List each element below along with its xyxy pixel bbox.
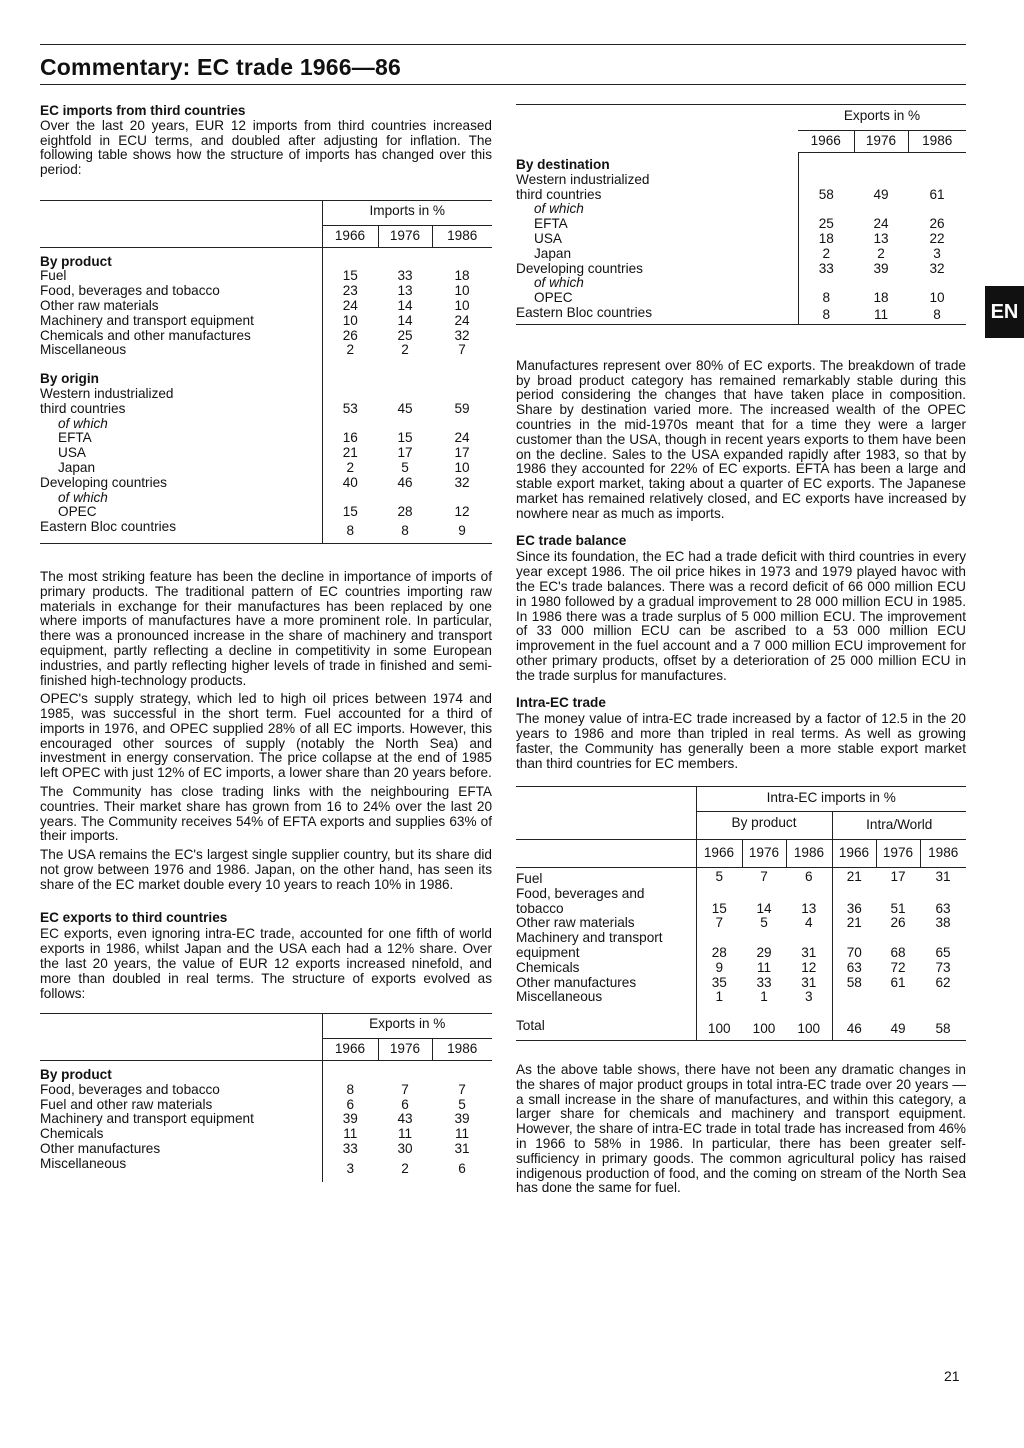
row-label: EFTA (58, 430, 92, 446)
cell: 8 (908, 306, 966, 324)
row-label: Chemicals (40, 1126, 104, 1142)
table-row (40, 1157, 492, 1182)
cell: 11 (854, 306, 908, 324)
table-row (40, 446, 492, 461)
exports-year: 1966 (322, 1039, 378, 1061)
cell: 14 (756, 900, 772, 916)
exports-table (40, 1013, 492, 1181)
table-row (516, 902, 966, 917)
cell: 13 (873, 231, 889, 247)
cell: 16 (322, 431, 378, 446)
intra-year: 1966 (696, 840, 742, 868)
row-label: Other manufactures (516, 974, 637, 990)
cell: 25 (798, 217, 854, 232)
table-row (40, 1142, 492, 1157)
exports-caption: Exports in % (322, 1014, 492, 1039)
cell: 58 (798, 188, 854, 203)
intra-year: 1976 (876, 840, 920, 868)
row-label: Food, beverages and (516, 885, 645, 901)
cell: 53 (322, 402, 378, 417)
cell: 31 (920, 867, 966, 886)
exports-intro: EC exports, even ignoring intra-EC trade, accounted for one fifth of world exports in 1986, whilst Japan and the USA each had a 12% share. Over the last 20 years, the value of EUR 12 exports increased ninefold, and more than doubled in real terms. The structure of exports evolved as follows: (40, 926, 492, 1001)
row-label: OPEC (58, 504, 97, 520)
cell: 2 (401, 1160, 409, 1176)
cell: 39 (873, 260, 889, 276)
intra-heading: Intra-EC trade (516, 694, 606, 710)
para-intra: The money value of intra-EC trade increased by a factor of 12.5 in the 20 years to 1986 and more than tripled in real terms. As well as growing faster, the Community has generally been a more stable export market than third countries for EC members. (516, 711, 966, 771)
intra-year: 1976 (742, 840, 786, 868)
row-label: Fuel (516, 867, 696, 886)
table-row (516, 291, 966, 306)
cell: 17 (454, 445, 470, 461)
cell: 8 (378, 520, 432, 543)
cell: 70 (846, 944, 862, 960)
cell: 26 (890, 915, 906, 931)
cell: 6 (322, 1098, 378, 1113)
para-conclusion: As the above table shows, there have not been any dramatic changes in the shares of major product groups in total intra-EC trade over 20 years — a small increase in the share of manufactures, and within this category, a larger share for chemicals and machinery and transport equipment. However, the share of intra-EC trade in total trade has increased from 46% in 1966 to 58% in 1986. In particular, there has been greater self-sufficiency in primary goods. The common agricultural policy has raised indigenous production of food, and the coming on stream of the North Sea has done the same for fuel. (516, 1061, 966, 1196)
cell: 61 (890, 974, 906, 990)
cell: 43 (397, 1111, 413, 1127)
cell: 2 (322, 461, 378, 476)
cell: 8 (322, 520, 378, 543)
destination-year: 1976 (854, 130, 908, 152)
cell: 39 (454, 1111, 470, 1127)
cell: 14 (397, 312, 413, 328)
cell: 45 (397, 400, 413, 416)
cell: 39 (322, 1112, 378, 1127)
cell: 65 (935, 944, 951, 960)
destination-table (516, 104, 966, 325)
cell: 2 (322, 343, 378, 358)
cell: 36 (846, 900, 862, 916)
left-column (40, 104, 492, 1182)
cell: 15 (322, 269, 378, 284)
row-label: equipment (516, 944, 580, 960)
cell: 26 (929, 216, 945, 232)
row-label: third countries (516, 186, 602, 202)
intra-group-product: By product (696, 812, 832, 840)
cell: 30 (397, 1141, 413, 1157)
page-number: 21 (944, 1368, 960, 1384)
imports-table (40, 200, 492, 544)
balance-heading: EC trade balance (516, 532, 627, 548)
cell: 31 (454, 1141, 470, 1157)
cell: 35 (696, 976, 742, 991)
cell: 28 (397, 504, 413, 520)
cell: 11 (397, 1126, 413, 1142)
cell: 51 (890, 900, 906, 916)
table-row (40, 269, 492, 284)
exports-heading: EC exports to third countries (40, 909, 228, 925)
cell: 10 (454, 283, 470, 299)
cell: 6 (401, 1096, 409, 1112)
cell: 24 (454, 312, 470, 328)
table-row (516, 867, 966, 886)
table-row (40, 476, 492, 491)
cell: 59 (454, 400, 470, 416)
cell: 7 (458, 1081, 466, 1097)
row-label: of which (534, 275, 584, 291)
cell: 11 (322, 1127, 378, 1142)
exports-year: 1976 (378, 1039, 432, 1061)
cell: 33 (397, 268, 413, 284)
destination-caption: Exports in % (798, 105, 966, 131)
cell: 61 (929, 186, 945, 202)
table-row (40, 461, 492, 476)
imports-year: 1966 (322, 225, 378, 247)
table-row (516, 916, 966, 931)
row-label: OPEC (534, 290, 573, 306)
cell: 21 (322, 446, 378, 461)
cell: 18 (798, 232, 854, 247)
row-label: Western industrialized (516, 171, 650, 187)
cell: 8 (322, 1083, 378, 1098)
row-label: Chemicals (516, 959, 580, 975)
row-label: Miscellaneous (40, 1155, 127, 1171)
cell: 58 (846, 974, 862, 990)
imports-year: 1976 (378, 225, 432, 247)
para-primary: The most striking feature has been the decline in importance of imports of primary products. The traditional pattern of EC countries importing raw materials in exchange for their manufactures has been replaced by one where imports of manufactures have a more prominent role. In particular, there was a pronounced increase in the share of machinery and transport equipment, partly reflecting a decline in competitivity in some European industries, and partly reflecting higher levels of trade in finished and semi-finished high-technology products. (40, 568, 492, 688)
cell: 49 (876, 1019, 920, 1040)
cell: 40 (322, 476, 378, 491)
cell: 11 (756, 959, 772, 975)
cell: 72 (890, 959, 906, 975)
cell: 5 (401, 459, 409, 475)
language-badge: EN (985, 286, 1024, 338)
row-label: Miscellaneous (40, 342, 127, 358)
table-row (40, 402, 492, 417)
cell: 8 (798, 291, 854, 306)
right-column (516, 104, 966, 1200)
row-label: Other manufactures (40, 1141, 161, 1157)
cell: 2 (401, 342, 409, 358)
cell: 100 (742, 1019, 786, 1040)
destination-year: 1966 (798, 130, 854, 152)
para-opec: OPEC's supply strategy, which led to high oil prices between 1974 and 1985, was successful in the short term. Fuel accounted for a third of imports in 1976, and OPEC supplied 28% of all EC imports. However, this encouraged other sources of supply (notably the North Sea) and investment in energy conservation. The price collapse at the end of 1985 left OPEC with just 12% of EC imports, a lower share than 20 years before. (40, 691, 492, 781)
cell: 24 (322, 299, 378, 314)
row-label: Machinery and transport equipment (40, 1111, 254, 1127)
cell: 13 (786, 902, 832, 917)
para-balance: Since its foundation, the EC had a trade deficit with third countries in every year except 1986. The oil price hikes in 1973 and 1979 played havoc with the EC's trade balances. There was a record deficit of 66 000 million ECU in 1980 followed by a gradual improvement to 28 000 million ECU in 1985. In 1986 there was a trade surplus of 5 000 million ECU. The improvement of 33 000 million ECU can be ascribed to a 53 000 million ECU improvement in the fuel account and a 7 000 million ECU improvement for other primary products, offset by a deterioration of 25 000 million ECU in the trade surplus for manufactures. (516, 549, 966, 683)
row-label: Eastern Bloc countries (516, 306, 798, 324)
cell: 32 (454, 327, 470, 343)
cell: 100 (696, 1019, 742, 1040)
table-row (516, 217, 966, 232)
row-label: Western industrialized (40, 385, 174, 401)
cell: 10 (454, 459, 470, 475)
cell: 46 (397, 474, 413, 490)
cell: 24 (873, 216, 889, 232)
cell: 14 (397, 297, 413, 313)
intra-caption: Intra-EC imports in % (696, 786, 966, 812)
row-label: Developing countries (40, 474, 167, 490)
cell: 3 (933, 245, 941, 261)
intra-year: 1966 (832, 840, 876, 868)
cell: 33 (798, 262, 854, 277)
cell: 5 (760, 915, 768, 931)
imports-intro: Over the last 20 years, EUR 12 imports from third countries increased eightfold in ECU terms, and doubled after adjusting for inflation. The following table shows how the structure of imports has changed over this period: (40, 117, 492, 178)
cell: 7 (742, 867, 786, 886)
cell: 10 (322, 314, 378, 329)
page-title: Commentary: EC trade 1966—86 (40, 54, 401, 80)
row-label: third countries (40, 400, 126, 416)
cell: 46 (832, 1019, 876, 1040)
destination-heading: By destination (516, 157, 610, 173)
table-row (516, 990, 966, 1019)
cell: 25 (397, 327, 413, 343)
cell: 21 (832, 867, 876, 886)
cell: 18 (454, 268, 470, 284)
table-row (40, 1098, 492, 1113)
cell: 1 (760, 989, 768, 1005)
row-label: Fuel and other raw materials (40, 1096, 213, 1112)
cell: 26 (322, 329, 378, 344)
imports-product-heading: By product (40, 247, 322, 269)
cell: 2 (798, 247, 854, 262)
table-row (516, 306, 966, 324)
table-row (516, 188, 966, 203)
imports-heading: EC imports from third countries (40, 103, 246, 118)
cell: 15 (322, 505, 378, 520)
row-label: Food, beverages and tobacco (40, 283, 220, 299)
cell: 21 (846, 915, 862, 931)
imports-caption: Imports in % (322, 200, 492, 225)
cell: 73 (935, 959, 951, 975)
cell: 31 (786, 946, 832, 961)
row-label: of which (58, 415, 108, 431)
table-row (516, 946, 966, 961)
row-label: tobacco (516, 900, 564, 916)
cell: 4 (786, 916, 832, 931)
row-label: Total (516, 1019, 696, 1040)
cell: 2 (877, 245, 885, 261)
cell: 31 (786, 976, 832, 991)
cell: 9 (432, 520, 492, 543)
cell: 28 (696, 946, 742, 961)
cell: 32 (454, 474, 470, 490)
row-label: Machinery and transport equipment (40, 312, 254, 328)
row-label: Eastern Bloc countries (40, 520, 322, 543)
cell: 13 (397, 283, 413, 299)
cell: 6 (786, 867, 832, 886)
cell: 7 (401, 1081, 409, 1097)
cell: 58 (920, 1019, 966, 1040)
table-row (40, 343, 492, 358)
table-row (40, 431, 492, 446)
table-row (40, 520, 492, 543)
table-row (516, 262, 966, 277)
row-label: Other raw materials (40, 297, 159, 313)
row-label: Japan (534, 245, 572, 261)
table-row (516, 1019, 966, 1040)
para-manufactures: Manufactures represent over 80% of EC exports. The breakdown of trade by broad product category has remained remarkably stable during this period considering the changes that have taken place in composition. Share by destination varied more. The increased wealth of the OPEC countries in the mid-1970s meant that for a time they were a larger customer than the USA, though in recent years exports to them have been on the decline. Sales to the USA expanded rapidly after 1983, so that by 1986 they accounted for 22% of EC exports. EFTA has been a large and stable export market, taking about a quarter of EC exports. The Japanese market has remained relatively closed, and EC exports have increased by nowhere near as much as imports. (516, 357, 966, 521)
intra-group-world: Intra/World (832, 812, 966, 840)
cell: 32 (929, 260, 945, 276)
intra-year: 1986 (786, 840, 832, 868)
cell: 49 (873, 186, 889, 202)
table-row (516, 976, 966, 991)
cell: 10 (929, 290, 945, 306)
row-label: EFTA (534, 216, 568, 232)
table-row (40, 1112, 492, 1127)
cell: 12 (454, 504, 470, 520)
row-label: Developing countries (516, 260, 643, 276)
cell: 12 (786, 961, 832, 976)
para-efta: The Community has close trading links with the neighbouring EFTA countries. Their market share has grown from 16 to 24% over the last 20 years. The Community receives 54% of EFTA exports and supplies 63% of their imports. (40, 784, 492, 844)
row-label: Japan (58, 459, 96, 475)
row-label: of which (534, 201, 584, 217)
cell: 24 (454, 430, 470, 446)
cell: 17 (876, 867, 920, 886)
cell: 9 (696, 961, 742, 976)
table-row (516, 247, 966, 262)
cell: 18 (873, 290, 889, 306)
cell: 5 (696, 867, 742, 886)
row-label: Fuel (40, 268, 67, 284)
table-row (40, 314, 492, 329)
top-rule (40, 44, 966, 45)
row-label: Miscellaneous (516, 989, 603, 1005)
cell: 7 (458, 342, 466, 358)
cell: 3 (322, 1157, 378, 1182)
cell: 29 (756, 944, 772, 960)
table-row (40, 505, 492, 520)
row-label: USA (58, 445, 86, 461)
intra-ec-table (516, 786, 966, 1041)
imports-origin-heading: By origin (40, 371, 99, 387)
title-rule (40, 84, 966, 85)
row-label: Machinery and transport (516, 930, 663, 946)
cell: 7 (696, 916, 742, 931)
cell: 63 (935, 900, 951, 916)
cell: 33 (756, 974, 772, 990)
intra-year: 1986 (920, 840, 966, 868)
cell: 15 (397, 430, 413, 446)
table-row (40, 1083, 492, 1098)
cell: 6 (458, 1160, 466, 1176)
cell: 11 (454, 1126, 470, 1142)
cell: 17 (397, 445, 413, 461)
imports-year: 1986 (432, 225, 492, 247)
row-label: Food, beverages and tobacco (40, 1081, 220, 1097)
exports-year: 1986 (432, 1039, 492, 1061)
cell: 8 (798, 306, 854, 324)
table-row (516, 961, 966, 976)
para-usa: The USA remains the EC's largest single supplier country, but its share did not grow between 1976 and 1986. Japan, on the other hand, has seen its share of the EC market double every 10 years to reach 10% in 1986. (40, 847, 492, 892)
cell: 23 (322, 284, 378, 299)
cell: 10 (454, 297, 470, 313)
row-label: Other raw materials (516, 915, 635, 931)
table-row (40, 299, 492, 314)
table-row (40, 329, 492, 344)
cell: 100 (786, 1019, 832, 1040)
cell: 22 (929, 231, 945, 247)
cell: 1 (696, 990, 742, 1019)
table-row (40, 1127, 492, 1142)
row-label: Chemicals and other manufactures (40, 327, 251, 343)
destination-year: 1986 (908, 130, 966, 152)
row-label: USA (534, 231, 562, 247)
cell: 33 (322, 1142, 378, 1157)
cell: 15 (696, 902, 742, 917)
cell: 68 (890, 944, 906, 960)
table-row (516, 232, 966, 247)
table-row (40, 284, 492, 299)
cell: 38 (935, 915, 951, 931)
cell: 5 (458, 1096, 466, 1112)
exports-product-heading: By product (40, 1061, 322, 1083)
cell: 3 (786, 990, 832, 1019)
cell: 63 (846, 959, 862, 975)
row-label: of which (58, 489, 108, 505)
cell: 62 (935, 974, 951, 990)
